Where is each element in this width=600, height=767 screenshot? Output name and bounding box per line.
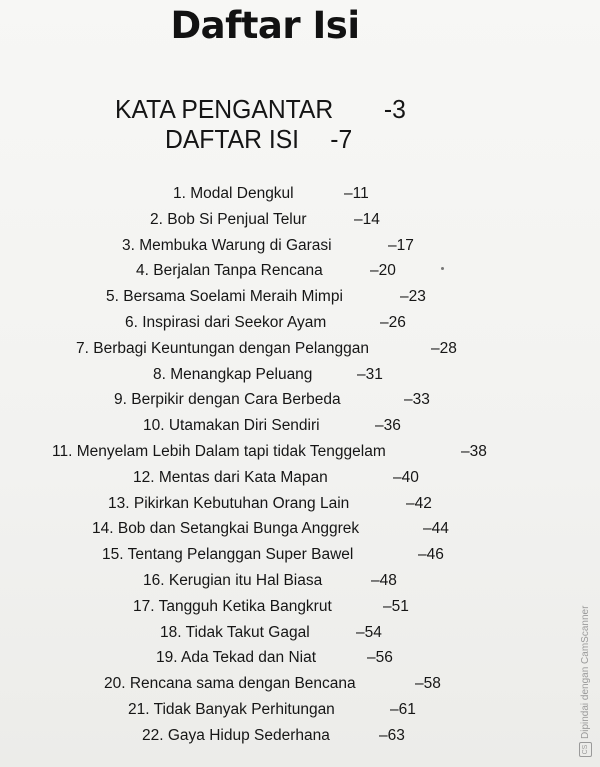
toc-entry-page: –20: [370, 262, 396, 280]
toc-entry-page: –46: [418, 546, 444, 564]
toc-entry-title: 13. Pikirkan Kebutuhan Orang Lain: [108, 494, 350, 512]
toc-entry-title: 18. Tidak Takut Gagal: [160, 623, 310, 641]
toc-entry-title: 4. Berjalan Tanpa Rencana: [136, 262, 323, 280]
toc-entry-page: –33: [404, 391, 430, 409]
toc-entry-page: –54: [356, 623, 382, 641]
toc-entry-page: –63: [379, 726, 405, 744]
toc-entry: [133, 597, 409, 616]
toc-entry-page: –38: [461, 443, 487, 460]
speck: [441, 267, 444, 270]
toc-entry-title: 15. Tentang Pelanggan Super Bawel: [102, 546, 354, 564]
toc-entry-title: 22. Gaya Hidup Sederhana: [142, 726, 330, 744]
toc-entry-page: –28: [431, 339, 457, 357]
front-matter-label: DAFTAR ISI: [165, 124, 300, 154]
toc-entry-page: –48: [371, 572, 397, 589]
toc-entry-page: –26: [380, 314, 406, 331]
toc-entry-page: –17: [388, 236, 414, 254]
toc-entry-page: –56: [367, 649, 393, 667]
toc-entry: [136, 262, 396, 280]
toc-entry: [150, 210, 380, 229]
toc-entry-page: –51: [383, 597, 409, 615]
toc-entry: [133, 468, 419, 487]
toc-entry-title: 5. Bersama Soelami Meraih Mimpi: [106, 288, 343, 306]
toc-entry-page: –36: [375, 417, 401, 435]
front-matter-daftar-isi: [165, 124, 353, 155]
front-matter-page: -7: [330, 124, 353, 154]
toc-entry: [143, 417, 401, 435]
toc-entry-title: 20. Rencana sama dengan Bencana: [104, 675, 356, 693]
camscanner-logo-icon: CS: [579, 742, 592, 757]
toc-entry: [153, 365, 383, 384]
toc-entry-page: –14: [354, 210, 380, 228]
toc-entry: [108, 494, 432, 513]
toc-entry-page: –58: [415, 675, 441, 693]
toc-entry-page: –11: [344, 185, 369, 202]
toc-entry: [106, 288, 426, 306]
toc-entry-title: 16. Kerugian itu Hal Biasa: [143, 572, 323, 589]
toc-entry-page: –40: [393, 468, 419, 486]
toc-entry-page: –31: [357, 365, 383, 383]
toc-entry-title: 11. Menyelam Lebih Dalam tapi tidak Tenggelam: [52, 443, 386, 460]
front-matter-label: KATA PENGANTAR: [115, 94, 334, 124]
toc-entry-title: 2. Bob Si Penjual Telur: [150, 210, 307, 228]
watermark-text: Dipindai dengan CamScanner: [580, 605, 591, 739]
toc-entry-title: 21. Tidak Banyak Perhitungan: [128, 701, 335, 718]
toc-entry-title: 7. Berbagi Keuntungan dengan Pelanggan: [76, 339, 370, 357]
toc-entry-title: 8. Menangkap Peluang: [153, 365, 313, 383]
toc-entry: [92, 520, 449, 538]
toc-entry: [104, 675, 441, 693]
toc-entry-title: 12. Mentas dari Kata Mapan: [133, 468, 328, 486]
toc-entry-page: –44: [423, 520, 449, 538]
front-matter-kata-pengantar: [115, 94, 406, 125]
toc-entry-title: 19. Ada Tekad dan Niat: [156, 649, 317, 667]
toc-entry: [142, 726, 405, 745]
toc-entry-title: 14. Bob dan Setangkai Bunga Anggrek: [92, 520, 360, 538]
front-matter-page: -3: [383, 94, 406, 124]
toc-entry-page: –61: [390, 701, 416, 718]
toc-entry: [128, 701, 416, 719]
toc-entry: [125, 314, 406, 332]
toc-entry-title: 6. Inspirasi dari Seekor Ayam: [125, 314, 327, 331]
toc-entry-title: 3. Membuka Warung di Garasi: [122, 236, 332, 254]
toc-entry-title: 9. Berpikir dengan Cara Berbeda: [114, 391, 341, 409]
toc-entry: [114, 391, 430, 409]
toc-entry: [173, 185, 369, 203]
toc-entry-title: 10. Utamakan Diri Sendiri: [143, 417, 320, 435]
toc-entry: [160, 623, 382, 642]
camscanner-watermark: [579, 582, 599, 762]
toc-entry: [143, 572, 397, 590]
toc-entry-title: 1. Modal Dengkul: [173, 185, 294, 202]
toc-entry-page: –23: [400, 288, 426, 306]
toc-entry: [102, 546, 444, 564]
toc-entry: [156, 649, 393, 667]
toc-entry-title: 17. Tangguh Ketika Bangkrut: [133, 597, 332, 615]
toc-entry: [76, 339, 457, 358]
toc-entry: [52, 443, 487, 461]
toc-entry: [122, 236, 414, 255]
page-title: Daftar Isi: [170, 4, 360, 47]
toc-entry-page: –42: [406, 494, 432, 512]
